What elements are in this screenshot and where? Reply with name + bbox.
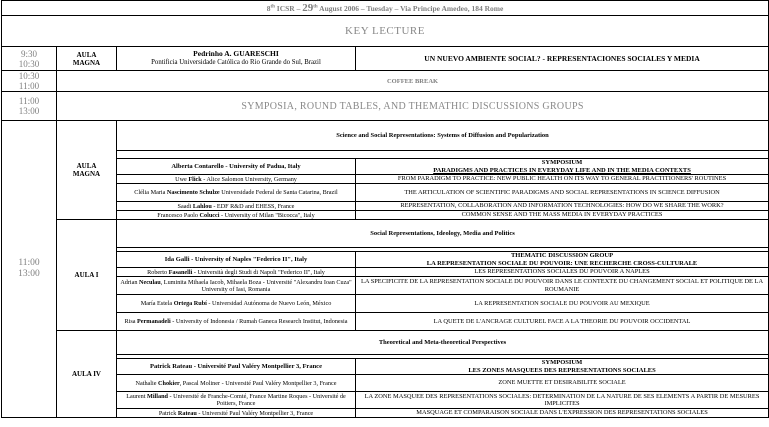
session-chair: Patrick Rateau - Université Paul Valéry Montpellier 3, France <box>117 359 356 375</box>
session-main-title: THEMATIC DISCUSSION GROUP LA REPRESENTATION SOCIALE DU POUVOIR: UNE RECHERCHE CROSS-CULTURALE <box>356 252 769 268</box>
talk-speaker: Francesco Paolo Colucci - University of Milan "Bicocca", Italy <box>117 211 356 220</box>
talk-title: LA REPRESENTATION SOCIALE DU POUVOIR AU MEXIQUE <box>356 295 769 313</box>
talk-speaker: Roberto Fasanelli - Università degli Studi di Napoli "Federico II", Italy <box>117 268 356 277</box>
key-lecture-title: UN NUEVO AMBIENTE SOCIAL? - REPRESENTACIONES SOCIALES Y MEDIA <box>356 47 769 71</box>
session-chair: Ida Galli - University of Naples "Federico II", Italy <box>117 252 356 268</box>
session-room-aula-i: AULA I <box>57 220 117 331</box>
talk-speaker: Adrian Neculau, Luminita Mihaela Iacob, Mihaela Boza - Université "Alexandru Ioan Cuza" University of Iasi, Romania <box>117 277 356 295</box>
talk-title: ZONE MUETTE ET DESIRABILITE SOCIALE <box>356 375 769 392</box>
symposia-heading: SYMPOSIA, ROUND TABLES, AND THEMATHIC DISCUSSIONS GROUPS <box>57 92 769 121</box>
key-lecture-time: 9:30 10:30 <box>2 47 57 71</box>
session-title: Science and Social Representations: Systems of Diffusion and Popularization <box>117 121 769 151</box>
talk-speaker: Risa Permanadeli - University of Indonesia / Rumah Ganeca Research Institut, Indonesia <box>117 313 356 331</box>
header-edition-sup: th <box>270 4 275 10</box>
header-date-place: August 2006 – Tuesday – Via Principe Amedeo, 184 Rome <box>317 4 504 13</box>
session-title: Social Representations, Ideology, Media and Politics <box>117 220 769 248</box>
talk-title: MASQUAGE ET COMPARAISON SOCIALE DANS L'EXPRESSION DES REPRESENTATIONS SOCIALES <box>356 409 769 418</box>
key-lecture-speaker: Pedrinho A. GUARESCHI Pontificia Universidade Católica do Rio Grande do Sul, Brazil <box>117 47 356 71</box>
talk-title: LA SPECIFICITE DE LA REPRESENTATION SOCIALE DU POUVOIR DANS LE CONTEXTE DU CHANGEMENT SOCIAL ET POLITIQUE DE LA ROUMANIE <box>356 277 769 295</box>
talk-speaker: Laurent Milland - Université de Franche-Comté, France Martine Roques - Université de Poitiers, France <box>117 392 356 409</box>
key-lecture-room: AULA MAGNA <box>57 47 117 71</box>
header-day: 29 <box>302 2 314 14</box>
header-edition: 8 <box>266 4 271 13</box>
session-room-aula-iv: AULA IV <box>57 331 117 418</box>
coffee-time: 10:30 11:00 <box>2 71 57 92</box>
talk-speaker: Nathalie Chokier, Pascal Moliner - Université Paul Valéry Montpellier 3, France <box>117 375 356 392</box>
key-lecture-heading: KEY LECTURE <box>2 16 769 47</box>
talk-speaker: Patrick Rateau - Université Paul Valéry Montpellier 3, France <box>117 409 356 418</box>
session-title: Theoretical and Meta-theoretical Perspectives <box>117 331 769 355</box>
talk-speaker: María Estela Ortega Rubí - Universidad Autónoma de Nuevo León, México <box>117 295 356 313</box>
talk-speaker: Clélia Maria Nascimento Schulze Universidade Federal de Santa Catarina, Brazil <box>117 184 356 202</box>
talk-title: LA ZONE MASQUEE DES REPRESENTATIONS SOCIALES: DETERMINATION DE LA NATURE DE SES ELEMENTS A PARTIR DE MESURES IMPLICITES <box>356 392 769 409</box>
talk-speaker: Uwe Flick - Alice Salomon University, Germany <box>117 175 356 184</box>
talk-title: COMMON SENSE AND THE MASS MEDIA IN EVERYDAY PRACTICES <box>356 211 769 220</box>
coffee-break: COFFEE BREAK <box>57 71 769 92</box>
session-chair: Alberta Contarello - University of Padua, Italy <box>117 159 356 175</box>
session-room-aula-magna: AULA MAGNA <box>57 121 117 220</box>
talk-title: FROM PARADIGM TO PRACTICE: NEW PUBLIC HEALTH ON ITS WAY TO GENERAL PRACTITIONERS' ROUTINES <box>356 175 769 184</box>
symposia-time: 11:00 13:00 <box>2 92 57 121</box>
session-time: 11:00 13:00 <box>2 121 57 418</box>
programme-table <box>1 0 769 418</box>
talk-title: REPRESENTATION, COLLABORATION AND INFORMATION TECHNOLOGIES: HOW DO WE SHARE THE WORK? <box>356 202 769 211</box>
page-header <box>2 1 769 16</box>
header-event: ICSR – <box>274 4 303 13</box>
session-main-title: SYMPOSIUM LES ZONES MASQUEES DES REPRESENTATIONS SOCIALES <box>356 359 769 375</box>
talk-title: LES REPRESENTATIONS SOCIALES DU POUVOIR A NAPLES <box>356 268 769 277</box>
talk-title: THE ARTICULATION OF SCIENTIFIC PARADIGMS AND SOCIAL REPRESENTATIONS IN SCIENCE DIFFUSION <box>356 184 769 202</box>
talk-speaker: Saadi Lahlou - EDF R&D and EHESS, France <box>117 202 356 211</box>
header-day-sup: th <box>313 4 318 10</box>
talk-title: LA QUETE DE L'ANCRAGE CULTUREL FACE A LA THEORIE DU POUVOIR OCCIDENTAL <box>356 313 769 331</box>
session-main-title: SYMPOSIUM PARADIGMS AND PRACTICES IN EVERYDAY LIFE AND IN THE MEDIA CONTEXTS <box>356 159 769 175</box>
